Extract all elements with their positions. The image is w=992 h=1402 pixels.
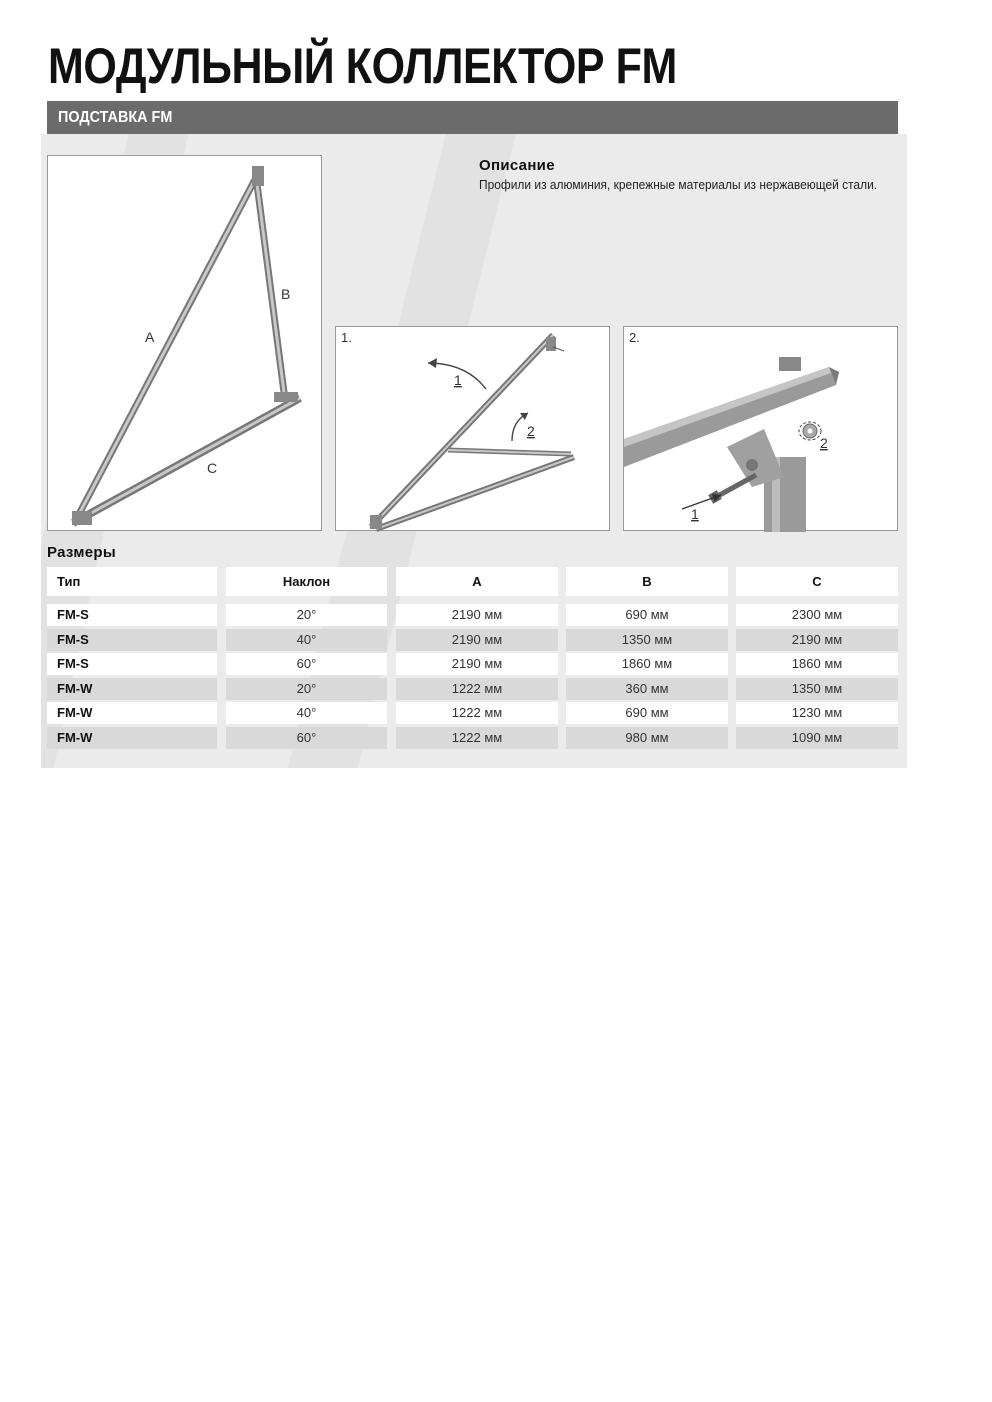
table-cell-b: 690 мм bbox=[566, 702, 728, 724]
table-cell-a: 1222 мм bbox=[396, 727, 558, 749]
table-cell-c: 1090 мм bbox=[736, 727, 898, 749]
table-cell-a: 2190 мм bbox=[396, 629, 558, 651]
table-cell-b: 1350 мм bbox=[566, 629, 728, 651]
table-cell-type: FM-S bbox=[47, 604, 217, 626]
table-cell-tilt: 20° bbox=[226, 604, 387, 626]
table-cell-b: 1860 мм bbox=[566, 653, 728, 675]
table-header-b: B bbox=[566, 567, 728, 596]
table-cell-tilt: 60° bbox=[226, 727, 387, 749]
sizes-title: Размеры bbox=[47, 544, 116, 561]
table-cell-c: 1230 мм bbox=[736, 702, 898, 724]
table-cell-type: FM-W bbox=[47, 678, 217, 700]
table-cell-c: 2190 мм bbox=[736, 629, 898, 651]
table-cell-c: 1860 мм bbox=[736, 653, 898, 675]
step-1-arrow-2-label: 2 bbox=[527, 423, 535, 439]
section-header-label: ПОДСТАВКА FM bbox=[58, 109, 173, 126]
page-title: МОДУЛЬНЫЙ КОЛЛЕКТОР FM bbox=[48, 38, 677, 94]
table-cell-tilt: 60° bbox=[226, 653, 387, 675]
table-header-type: Тип bbox=[47, 567, 217, 596]
label-c: C bbox=[207, 460, 218, 476]
frame-diagram bbox=[47, 155, 322, 531]
table-header-tilt: Наклон bbox=[226, 567, 387, 596]
description-title: Описание bbox=[479, 157, 555, 174]
table-cell-type: FM-W bbox=[47, 727, 217, 749]
table-cell-b: 980 мм bbox=[566, 727, 728, 749]
section-header-bar bbox=[47, 101, 898, 134]
table-cell-type: FM-S bbox=[47, 629, 217, 651]
frame-diagram-drawing bbox=[48, 156, 323, 532]
table-cell-tilt: 20° bbox=[226, 678, 387, 700]
label-b: B bbox=[281, 286, 291, 302]
step-1-number: 1. bbox=[341, 330, 352, 345]
step-2-drawing bbox=[624, 327, 899, 532]
description-text: Профили из алюминия, крепежные материалы из нержавеющей стали. bbox=[479, 177, 878, 192]
table-cell-b: 690 мм bbox=[566, 604, 728, 626]
table-cell-type: FM-S bbox=[47, 653, 217, 675]
table-cell-tilt: 40° bbox=[226, 629, 387, 651]
table-cell-tilt: 40° bbox=[226, 702, 387, 724]
step-1-drawing bbox=[336, 327, 611, 532]
label-a: A bbox=[145, 329, 155, 345]
table-cell-b: 360 мм bbox=[566, 678, 728, 700]
table-cell-c: 2300 мм bbox=[736, 604, 898, 626]
table-cell-a: 1222 мм bbox=[396, 702, 558, 724]
table-cell-type: FM-W bbox=[47, 702, 217, 724]
table-cell-a: 2190 мм bbox=[396, 604, 558, 626]
step-2-arrow-2-label: 2 bbox=[820, 435, 828, 451]
table-cell-c: 1350 мм bbox=[736, 678, 898, 700]
step-1-figure bbox=[335, 326, 610, 531]
step-2-figure bbox=[623, 326, 898, 531]
step-1-arrow-1-label: 1 bbox=[454, 372, 462, 388]
table-cell-a: 1222 мм bbox=[396, 678, 558, 700]
table-header-c: C bbox=[736, 567, 898, 596]
table-cell-a: 2190 мм bbox=[396, 653, 558, 675]
step-2-arrow-1-label: 1 bbox=[691, 506, 699, 522]
table-header-a: A bbox=[396, 567, 558, 596]
step-2-number: 2. bbox=[629, 330, 640, 345]
